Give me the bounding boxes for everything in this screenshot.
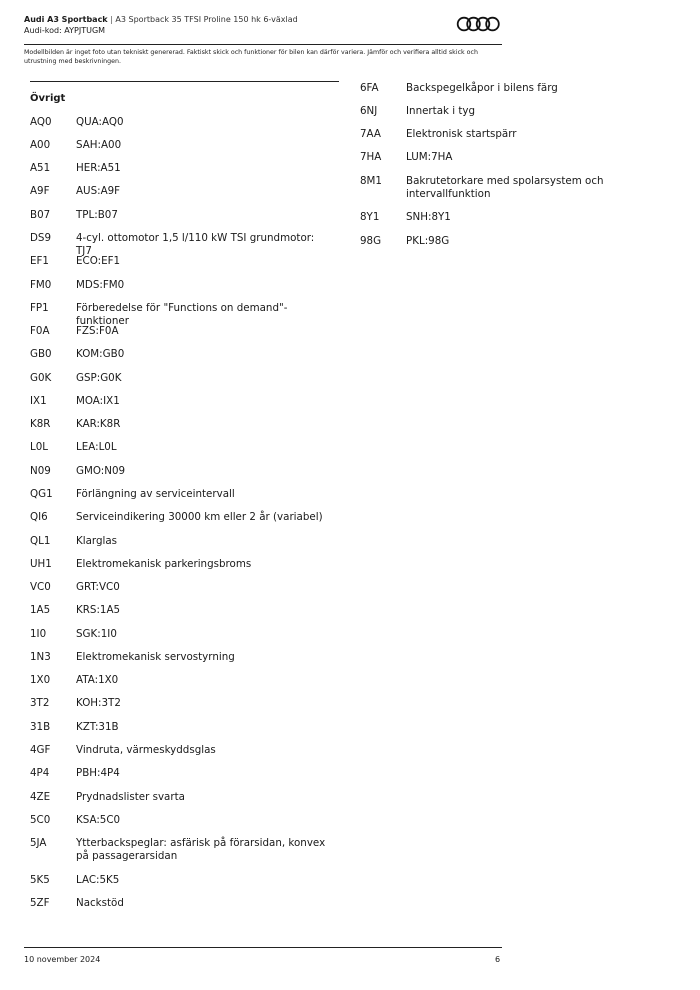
equipment-description: LAC:5K5 <box>76 874 120 886</box>
equipment-description: GMO:N09 <box>76 465 126 477</box>
equipment-description: KOH:3T2 <box>76 697 121 709</box>
equipment-description: PBH:4P4 <box>76 767 120 779</box>
equipment-code: 7HA <box>360 151 382 163</box>
equipment-description: SNH:8Y1 <box>406 211 451 223</box>
equipment-code: QL1 <box>30 535 51 547</box>
equipment-description: KRS:1A5 <box>76 604 121 616</box>
equipment-description: Elektromekanisk servostyrning <box>76 651 235 663</box>
section-title: Övrigt <box>30 93 66 104</box>
equipment-code: 3T2 <box>30 697 50 709</box>
equipment-description: KOM:GB0 <box>76 348 125 360</box>
equipment-code: K8R <box>30 418 51 430</box>
equipment-code: A00 <box>30 139 51 151</box>
equipment-code: 6FA <box>360 82 379 94</box>
equipment-description: Backspegelkåpor i bilens färg <box>406 82 558 94</box>
document-header <box>24 14 502 36</box>
equipment-description: 4-cyl. ottomotor 1,5 l/110 kW TSI grundmotor: TJ7 <box>76 232 315 257</box>
equipment-code: QG1 <box>30 488 53 500</box>
equipment-code: 4ZE <box>30 791 51 803</box>
equipment-code: 4GF <box>30 744 51 756</box>
equipment-description: Nackstöd <box>76 897 124 909</box>
equipment-description: Förberedelse för "Functions on demand"-funktioner <box>76 302 288 327</box>
equipment-description: GSP:G0K <box>76 372 122 384</box>
equipment-description: KAR:K8R <box>76 418 121 430</box>
disclaimer-text: Modellbilden är inget foto utan tekniskt genererad. Faktiskt skick och funktioner för bilen kan därför variera. Jämför och verifiera alltid skick och utrustning med beskrivningen. <box>24 49 478 65</box>
equipment-description: AUS:A9F <box>76 185 121 197</box>
equipment-description: MOA:IX1 <box>76 395 120 407</box>
equipment-code: 5C0 <box>30 814 51 826</box>
equipment-description: Prydnadslister svarta <box>76 791 185 803</box>
equipment-description: KSA:5C0 <box>76 814 121 826</box>
equipment-description: QUA:AQ0 <box>76 116 124 128</box>
audi-rings-icon <box>456 14 502 34</box>
audi-code: Audi-kod: AYPJTUGM <box>24 26 106 35</box>
equipment-description: TPL:B07 <box>76 209 118 221</box>
equipment-code: G0K <box>30 372 52 384</box>
equipment-code: 7AA <box>360 128 381 140</box>
equipment-code: GB0 <box>30 348 52 360</box>
equipment-code: 98G <box>360 235 382 247</box>
equipment-description: MDS:FM0 <box>76 279 125 291</box>
equipment-description: Vindruta, värmeskyddsglas <box>76 744 216 756</box>
equipment-code: F0A <box>30 325 50 337</box>
equipment-description: LEA:L0L <box>76 441 117 453</box>
equipment-description: Ytterbackspeglar: asfärisk på förarsidan, konvex på passagerarsidan <box>76 837 326 862</box>
equipment-description: GRT:VC0 <box>76 581 120 593</box>
equipment-description: HER:A51 <box>76 162 121 174</box>
title-line <box>24 14 502 25</box>
equipment-description: Innertak i tyg <box>406 105 476 117</box>
section-rule <box>30 81 339 82</box>
equipment-code: 5K5 <box>30 874 50 886</box>
equipment-code: 31B <box>30 721 51 733</box>
equipment-description: SGK:1I0 <box>76 628 117 640</box>
equipment-description: SAH:A00 <box>76 139 122 151</box>
equipment-description: Bakrutetorkare med spolarsystem och intervallfunktion <box>406 175 604 200</box>
equipment-code: DS9 <box>30 232 52 244</box>
equipment-code: A51 <box>30 162 51 174</box>
equipment-description: ATA:1X0 <box>76 674 119 686</box>
equipment-description: Klarglas <box>76 535 118 547</box>
equipment-description: FZS:F0A <box>76 325 119 337</box>
equipment-code: L0L <box>30 441 49 453</box>
equipment-description: PKL:98G <box>406 235 450 247</box>
equipment-code: 5ZF <box>30 897 50 909</box>
equipment-code: 5JA <box>30 837 47 849</box>
page-number: 6 <box>495 955 501 964</box>
equipment-code: 1I0 <box>30 628 47 640</box>
equipment-code: 1N3 <box>30 651 51 663</box>
equipment-code: EF1 <box>30 255 49 267</box>
equipment-code: 4P4 <box>30 767 50 779</box>
equipment-code: UH1 <box>30 558 52 570</box>
equipment-description: ECO:EF1 <box>76 255 121 267</box>
equipment-description: KZT:31B <box>76 721 119 733</box>
equipment-code: N09 <box>30 465 51 477</box>
equipment-code: FP1 <box>30 302 49 314</box>
equipment-code: QI6 <box>30 511 48 523</box>
equipment-code: 1A5 <box>30 604 51 616</box>
equipment-description: Elektronisk startspärr <box>406 128 517 140</box>
equipment-code: IX1 <box>30 395 47 407</box>
brand-model: Audi A3 Sportback <box>24 15 108 24</box>
equipment-description: Elektromekanisk parkeringsbroms <box>76 558 252 570</box>
equipment-description: Förlängning av serviceintervall <box>76 488 235 500</box>
equipment-code: A9F <box>30 185 50 197</box>
equipment-code: 6NJ <box>360 105 378 117</box>
equipment-code: 8Y1 <box>360 211 380 223</box>
header-rule <box>24 44 502 45</box>
title-separator: | <box>110 15 113 24</box>
equipment-code: 1X0 <box>30 674 51 686</box>
equipment-code: FM0 <box>30 279 52 291</box>
model-description: A3 Sportback 35 TFSI Proline 150 hk 6-växlad <box>115 15 298 24</box>
equipment-code: 8M1 <box>360 175 382 187</box>
equipment-description: Serviceindikering 30000 km eller 2 år (variabel) <box>76 511 323 523</box>
equipment-code: B07 <box>30 209 51 221</box>
equipment-description: LUM:7HA <box>406 151 453 163</box>
equipment-code: VC0 <box>30 581 51 593</box>
footer-date: 10 november 2024 <box>24 955 101 964</box>
equipment-code: AQ0 <box>30 116 52 128</box>
footer-rule <box>24 947 502 948</box>
